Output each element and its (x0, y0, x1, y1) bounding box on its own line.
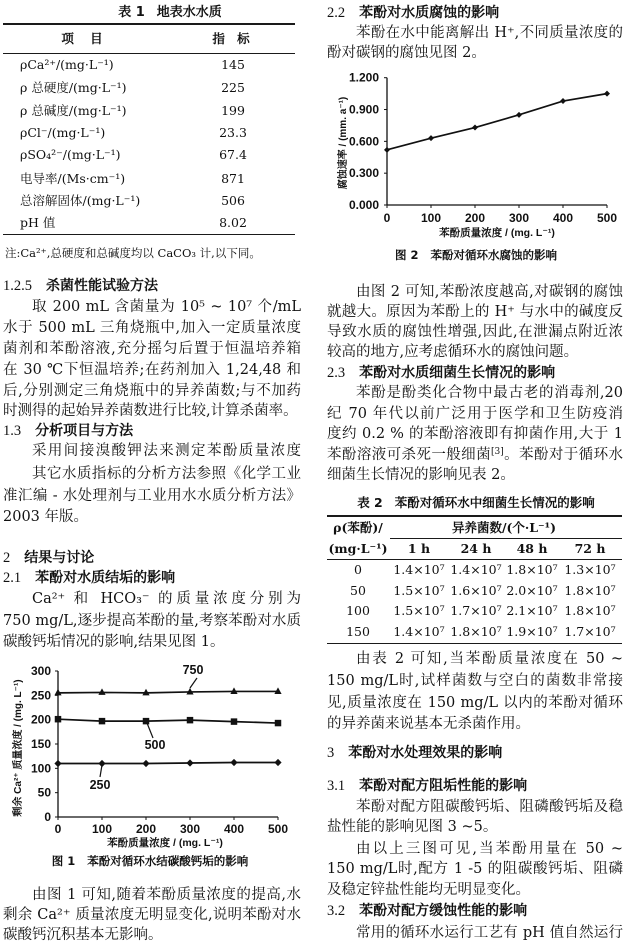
table-cell-item: ρSO₄²⁻/(mg·L⁻¹) (20, 147, 121, 162)
x-tick-label: 300 (179, 822, 201, 836)
text-line: 碳酸钙沉积基本无影响。 (3, 927, 163, 943)
text-line: 盐性能的影响见图 3 ~5。 (327, 819, 498, 836)
section-heading-3 (327, 743, 502, 764)
x-tick-label: 100 (420, 211, 442, 225)
figure-1-caption (0, 852, 300, 870)
text-line: 细菌生长情况的影响见表 2。 (327, 467, 515, 484)
section-number: 2.1 (3, 569, 22, 586)
figure-1-chart (0, 655, 310, 850)
table-row (0, 601, 626, 621)
y-axis-label: 腐蚀速率 / (mm. a⁻¹) (338, 96, 349, 190)
text-line: 的异养菌来说基本无杀菌作用。 (327, 716, 530, 733)
square-marker (99, 718, 105, 724)
y-tick-label: 0.600 (348, 134, 379, 149)
text-line: 750 mg/L,逐步提高苯酚的量,考察苯酚对水质 (3, 612, 301, 629)
table-cell-item: pH 值 (20, 215, 56, 231)
table-2-header-24h: 24 h (460, 541, 492, 557)
table-1-header-row (0, 28, 300, 50)
section-title: 苯酚对水质细菌生长情况的影响 (359, 364, 556, 381)
text-line: 后,分别测定三角烧瓶中的异养菌数;与不加药 (3, 382, 301, 399)
series-line (387, 94, 607, 150)
section-heading-3-2 (327, 901, 527, 922)
table-cell-item: ρ 总碱度/(mg·L⁻¹) (20, 103, 127, 118)
table-cell-value: 23.3 (219, 125, 247, 141)
figure-1-label: 图 1 (51, 854, 76, 868)
table-cell-concentration: 0 (354, 562, 362, 577)
table-cell: 1.8×10⁷ (564, 582, 616, 598)
y-axis-label: 剩余 Ca²⁺ 质量浓度 / (mg. L⁻¹) (13, 679, 24, 817)
figure-2-caption-text: 苯酚对循环水腐蚀的影响 (430, 248, 557, 262)
section-number: 2.3 (327, 364, 346, 381)
y-tick-label: 150 (30, 737, 51, 751)
section-number: 2.2 (327, 4, 346, 21)
text-line: 纪 70 年代以前广泛用于医学和卫生防疫消 (327, 405, 623, 422)
annotation-leader-line (100, 765, 102, 777)
text-segment: 苯酚溶液可杀死一般细菌 (327, 446, 491, 463)
y-tick-label: 300 (30, 664, 51, 678)
section-heading-2-3 (327, 363, 555, 384)
table-row (0, 212, 300, 234)
text-line: 较高的地方,应考虑循环水的腐蚀问题。 (327, 344, 579, 361)
square-marker (143, 718, 149, 724)
text-segment: 。苯酚对于循环水 (503, 446, 623, 463)
diamond-marker (274, 759, 281, 766)
text-line (327, 445, 623, 466)
table-1-header-value: 指 标 (212, 31, 254, 46)
table-2-title-text: 苯酚对循环水中细菌生长情况的影响 (394, 495, 595, 511)
section-number: 1.3 (3, 423, 22, 440)
series-line (58, 719, 278, 723)
table-row (0, 622, 626, 642)
table-1-bottom-rule (3, 234, 295, 236)
diamond-marker (54, 760, 61, 767)
section-title: 苯酚对水处理效果的影响 (348, 744, 503, 761)
table-2-top-rule (327, 515, 622, 517)
table-cell-item: 总溶解固体/(mg·L⁻¹) (20, 193, 141, 208)
text-line: 度约 0.2 % 的苯酚溶液即有抑菌作用,大于 1 (327, 426, 623, 443)
table-row (0, 100, 300, 122)
y-tick-label: 0 (44, 810, 51, 824)
text-line: 菌剂和苯酚溶液,充分摇匀后置于恒温培养箱 (3, 340, 301, 357)
table-row (0, 144, 300, 166)
table-1-title-text: 地表水水质 (156, 5, 222, 20)
text-line: 常用的循环水运行工艺有 pH 值自然运行 (356, 924, 623, 941)
diamond-marker (604, 91, 610, 97)
table-cell-value: 225 (221, 80, 245, 96)
diamond-marker (142, 760, 149, 767)
x-tick-label: 500 (267, 822, 289, 836)
diamond-marker (472, 125, 478, 131)
table-cell: 1.8×10⁷ (450, 623, 502, 639)
section-heading-1-3 (3, 421, 133, 442)
table-2-header-concentration: ρ(苯酚)/ (333, 520, 383, 536)
series-annotation-label: 250 (89, 778, 111, 792)
table-row (0, 190, 300, 212)
table-cell: 1.4×10⁷ (393, 562, 445, 577)
figure-2-caption (326, 246, 626, 264)
diamond-marker (230, 759, 237, 766)
text-line: 苯酚是酚类化合物中最古老的消毒剂,20 (356, 385, 623, 401)
diamond-marker (428, 135, 434, 141)
table-cell-value: 871 (221, 171, 245, 186)
text-line: 就越大。原因为苯酚上的 H⁺ 与水中的碱度反 (327, 303, 623, 320)
table-cell-value: 199 (221, 103, 245, 118)
section-number: 3 (327, 744, 335, 761)
table-1-header-item: 项 目 (61, 31, 109, 46)
table-cell: 1.9×10⁷ (506, 623, 558, 639)
text-line: 碳酸钙垢情况的影响,结果见图 1。 (3, 634, 225, 651)
section-heading-2-2 (327, 3, 499, 24)
annotation-leader-line (147, 723, 153, 738)
series-annotation-label: 750 (182, 663, 204, 677)
text-line: 苯酚在水中能离解出 H⁺,不同质量浓度的 (356, 25, 623, 42)
table-2-header-row-2 (0, 539, 626, 559)
square-marker (187, 717, 193, 723)
table-2-header-unit: (mg·L⁻¹) (328, 541, 388, 557)
text-line: 剩余 Ca²⁺ 质量浓度无明显变化,说明苯酚对水 (3, 907, 301, 923)
section-title: 苯酚对水质腐蚀的影响 (359, 4, 500, 21)
table-cell-value: 506 (221, 193, 245, 208)
table-cell: 1.8×10⁷ (564, 603, 616, 618)
table-1-label: 表 1 (118, 5, 145, 20)
table-cell: 1.7×10⁷ (450, 603, 502, 618)
y-tick-label: 0.300 (348, 166, 379, 181)
square-marker (55, 716, 61, 722)
text-line: 其它水质指标的分析方法参照《化学工业 (32, 466, 301, 483)
x-tick-label: 200 (464, 211, 486, 225)
table-2-header-72h: 72 h (574, 541, 606, 557)
table-cell: 2.0×10⁷ (506, 582, 558, 598)
table-2-label: 表 2 (357, 495, 383, 511)
x-tick-label: 0 (54, 822, 62, 836)
text-line: 苯酚对配方阻碳酸钙垢、阻磷酸钙垢及稳 (356, 799, 623, 816)
text-line: 由以上三图可见,当苯酚用量在 50 ~ (356, 840, 623, 857)
table-row (0, 54, 300, 76)
text-line: 150 mg/L时,配方 1 -5 的阻碳酸钙垢、阻磷 (327, 861, 623, 878)
y-tick-label: 0.900 (348, 102, 379, 117)
figure-2-chart (310, 65, 626, 245)
section-title: 苯酚对水质结垢的影响 (35, 569, 176, 586)
table-cell: 1.5×10⁷ (393, 603, 445, 618)
x-tick-label: 200 (135, 822, 157, 836)
text-line: 2003 年版。 (3, 508, 89, 525)
text-line: 取 200 mL 含菌量为 10⁵ ~ 10⁷ 个/mL (32, 298, 301, 315)
table-2-header-row-1 (0, 518, 626, 538)
table-2-header-group: 异养菌数/(个·L⁻¹) (451, 520, 557, 536)
text-line: 水于 500 mL 三角烧瓶中,加入一定质量浓度 (3, 319, 301, 336)
section-title: 苯酚对配方缓蚀性能的影响 (359, 903, 528, 920)
table-cell-item: ρ 总硬度/(mg·L⁻¹) (20, 80, 127, 96)
table-cell: 1.8×10⁷ (506, 562, 558, 577)
table-cell-concentration: 150 (346, 623, 370, 639)
table-cell: 1.5×10⁷ (393, 582, 445, 598)
text-line: 准汇编 - 水处理剂与工业用水水质分析方法》 (3, 487, 301, 504)
table-2-header-1h: 1 h (407, 541, 431, 557)
diamond-marker (560, 98, 566, 104)
table-2-header-48h: 48 h (516, 541, 548, 557)
y-tick-label: 250 (30, 688, 51, 703)
x-axis-label: 苯酚质量浓度 / (mg. L⁻¹) (107, 837, 223, 849)
table-cell: 1.6×10⁷ (450, 582, 502, 598)
figure-2-label: 图 2 (394, 248, 419, 262)
series-annotation-label: 500 (144, 738, 166, 752)
text-line: 酚对碳钢的腐蚀见图 2。 (327, 45, 486, 62)
section-number: 3.1 (327, 778, 346, 795)
citation-reference: [3] (491, 447, 504, 458)
square-marker (275, 720, 281, 726)
diamond-marker (516, 112, 522, 118)
table-cell-concentration: 50 (350, 582, 366, 598)
y-tick-label: 0.000 (348, 198, 379, 212)
table-cell: 1.7×10⁷ (564, 623, 616, 639)
text-line: 时测得的起始异养菌数进行比较,计算杀菌率。 (3, 403, 298, 420)
table-cell-value: 8.02 (219, 215, 247, 231)
text-line: 见,质量浓度在 150 mg/L 以内的苯酚对循环 (327, 694, 623, 711)
section-title: 杀菌性能试验方法 (46, 278, 158, 295)
y-tick-label: 100 (30, 761, 51, 776)
table-cell-value: 145 (221, 57, 245, 72)
section-title: 分析项目与方法 (35, 423, 134, 440)
x-tick-label: 400 (223, 822, 245, 836)
section-heading-1-2-5 (3, 276, 158, 297)
y-tick-label: 50 (37, 785, 51, 800)
figure-1-caption-text: 苯酚对循环水结碳酸钙垢的影响 (87, 854, 249, 868)
table-cell-concentration: 100 (346, 603, 370, 618)
section-number: 3.2 (327, 903, 346, 920)
table-cell-value: 67.4 (219, 147, 247, 162)
x-tick-label: 400 (552, 211, 574, 225)
annotation-leader-line (190, 678, 197, 688)
y-tick-label: 200 (30, 712, 51, 727)
table-1-title (20, 3, 320, 23)
text-line: Ca²⁺ 和 HCO₃⁻ 的质量浓度分别为 (32, 591, 301, 608)
text-line: 由图 2 可知,苯酚浓度越高,对碳钢的腐蚀 (356, 283, 623, 300)
text-segment: 采用间接溴酸钾法来测定苯酚质量浓度 (32, 443, 301, 460)
text-line: 在 30 ℃下恒温培养;在药剂加入 1,24,48 和 (3, 361, 301, 378)
text-line: 由图 1 可知,随着苯酚质量浓度的提高,水 (32, 887, 301, 903)
text-line: 由表 2 可知,当苯酚质量浓度在 50 ~ (356, 651, 623, 668)
series-line (58, 762, 278, 763)
table-cell: 1.4×10⁷ (450, 562, 502, 577)
section-heading-3-1 (327, 776, 527, 797)
table-cell-item: ρCa²⁺/(mg·L⁻¹) (20, 57, 114, 72)
table-cell-item: ρCl⁻/(mg·L⁻¹) (20, 125, 106, 141)
y-tick-label: 1.200 (348, 70, 379, 85)
table-cell: 1.4×10⁷ (393, 623, 445, 639)
table-cell: 2.1×10⁷ (506, 603, 558, 618)
section-title: 结果与讨论 (24, 549, 95, 566)
table-1-top-rule (3, 23, 295, 25)
x-tick-label: 100 (91, 822, 113, 836)
section-number: 1.2.5 (3, 278, 32, 295)
table-cell: 1.3×10⁷ (564, 562, 616, 577)
diamond-marker (384, 147, 390, 153)
x-tick-label: 300 (508, 211, 530, 225)
text-line (3, 441, 301, 462)
series-line (58, 691, 278, 692)
x-tick-label: 500 (596, 211, 618, 225)
section-number: 2 (3, 549, 11, 566)
x-axis-label: 苯酚质量浓度 / (mg. L⁻¹) (439, 227, 555, 239)
square-marker (231, 718, 237, 724)
table-row (0, 581, 626, 601)
diamond-marker (186, 759, 193, 766)
table-row (0, 122, 300, 144)
table-row (0, 77, 300, 99)
table-row (0, 168, 300, 190)
table-row (0, 560, 626, 580)
section-title: 苯酚对配方阻垢性能的影响 (359, 778, 528, 795)
table-1-note: 注:Ca²⁺,总硬度和总碱度均以 CaCO₃ 计,以下同。 (5, 246, 261, 260)
text-line: 及稳定锌盐性能均无明显变化。 (327, 882, 530, 899)
text-line: 150 mg/L时,试样菌数与空白的菌数非常接 (327, 672, 623, 689)
table-cell-item: 电导率/(Ms·cm⁻¹) (20, 171, 126, 186)
table-2-title (326, 494, 626, 512)
text-line: 导致水质的腐蚀性增强,因此,在泄漏点附近浓 (327, 323, 623, 340)
table-2-bottom-rule (327, 643, 622, 645)
x-tick-label: 0 (383, 211, 391, 225)
